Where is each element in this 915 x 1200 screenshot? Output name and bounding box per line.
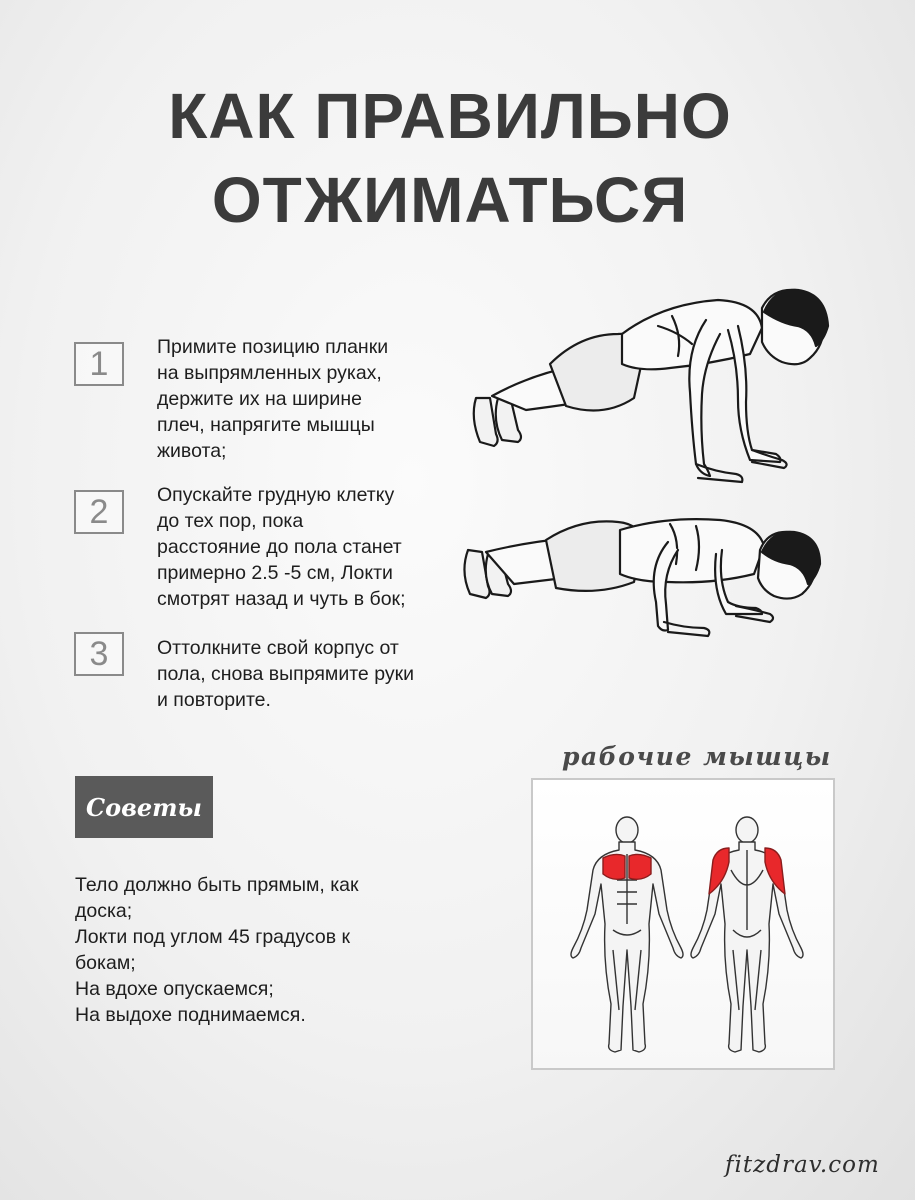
tips-line: Тело должно быть прямым, как bbox=[75, 874, 359, 896]
tips-line: Локти под углом 45 градусов к bbox=[75, 926, 351, 948]
tips-list bbox=[75, 872, 495, 1028]
tips-line: доска; bbox=[75, 900, 133, 922]
step-2-line: Опускайте грудную клетку bbox=[157, 484, 395, 506]
tips-line: бокам; bbox=[75, 952, 136, 974]
step-2-line: до тех пор, пока bbox=[157, 510, 304, 532]
step-2-line: расстояние до пола станет bbox=[157, 536, 402, 558]
muscles-label: рабочие мышцы bbox=[562, 742, 832, 771]
page-title bbox=[0, 74, 900, 242]
step-2-line: примерно 2.5 -5 см, Локти bbox=[157, 562, 393, 584]
step-3-line: и повторите. bbox=[157, 689, 271, 711]
step-text-1 bbox=[157, 334, 477, 464]
pushup-up-figure-icon bbox=[462, 286, 834, 494]
step-1-line: держите их на ширине bbox=[157, 388, 362, 410]
pushup-down-figure-icon bbox=[460, 510, 822, 648]
front-body-figure-icon bbox=[571, 817, 683, 1052]
step-1-line: живота; bbox=[157, 440, 227, 462]
brand-watermark: fitzdrav.com bbox=[725, 1152, 880, 1178]
step-3-line: Оттолкните свой корпус от bbox=[157, 637, 399, 659]
step-number-2: 2 bbox=[74, 490, 124, 534]
step-1-line: Примите позицию планки bbox=[157, 336, 389, 358]
step-text-3 bbox=[157, 635, 477, 713]
tips-line: На выдохе поднимаемся. bbox=[75, 1004, 306, 1026]
step-text-2 bbox=[157, 482, 477, 612]
step-1-line: плеч, напрягите мышцы bbox=[157, 414, 375, 436]
tips-line: На вдохе опускаемся; bbox=[75, 978, 274, 1000]
step-number-1: 1 bbox=[74, 342, 124, 386]
title-line-1: КАК ПРАВИЛЬНО bbox=[168, 80, 732, 152]
step-number-3: 3 bbox=[74, 632, 124, 676]
step-3-line: пола, снова выпрямите руки bbox=[157, 663, 414, 685]
step-2-line: смотрят назад и чуть в бок; bbox=[157, 588, 406, 610]
step-1-line: на выпрямленных руках, bbox=[157, 362, 382, 384]
muscles-diagram-box bbox=[531, 778, 835, 1070]
tips-badge: Советы bbox=[75, 776, 213, 838]
title-line-2: ОТЖИМАТЬСЯ bbox=[211, 164, 689, 236]
muscle-diagram bbox=[533, 780, 833, 1068]
back-body-figure-icon bbox=[691, 817, 803, 1052]
